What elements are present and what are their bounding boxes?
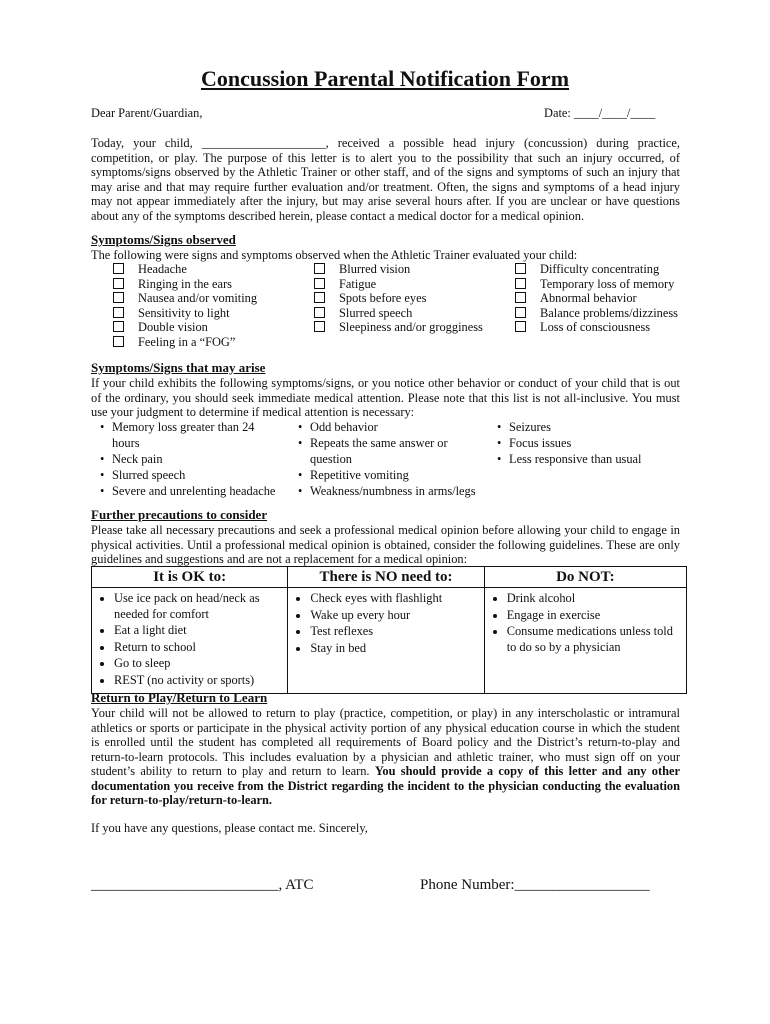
do-not-header: Do NOT:	[484, 567, 686, 588]
symptom-label: Repeats the same answer or question	[310, 436, 448, 466]
no-need-item: • Wake up every hour	[310, 608, 479, 624]
symptom-checkbox-item[interactable]	[515, 306, 690, 321]
checkbox-icon[interactable]	[113, 307, 124, 318]
symptom-label: Feeling in a “FOG”	[138, 334, 236, 349]
no-need-item: • Test reflexes	[310, 624, 479, 640]
bullet-icon: •	[298, 484, 303, 498]
symptom-bullet-item	[298, 435, 488, 467]
signature-line[interactable]: _________________________, ATC	[91, 877, 314, 893]
symptom-checkbox-item[interactable]	[113, 306, 288, 321]
symptom-checkbox-item[interactable]	[314, 262, 489, 277]
may-arise-intro: If your child exhibits the following symptoms/signs, or you notice other behavior or conduct of your child that is out of the ordinary, you should seek immediate medical attention. Please note that this list is not all-inclusive. You must use your judgment to determine if medical attention is necessary:	[91, 376, 680, 419]
no-need-header: There is NO need to:	[288, 567, 484, 588]
ok-item: • Go to sleep	[114, 656, 283, 672]
symptom-checkbox-item[interactable]	[515, 291, 690, 306]
closing-line: If you have any questions, please contact me. Sincerely,	[91, 821, 368, 835]
checkbox-icon[interactable]	[314, 292, 325, 303]
return-heading: Return to Play/Return to Learn	[91, 690, 268, 705]
return-body: Your child will not be allowed to return to play (practice, competition, or play) in any interscholastic or intramural athletics or sports or participate in the physical activity portion of any physical education course in which the student is enrolled until the student has completed all requirements of Board policy and the District’s return-to-play and return-to-learn protocols. This includes evaluation by a physician and athletic trainer, who must sign off on your student’s ability to return to play and return to learn.	[91, 706, 680, 778]
checkbox-icon[interactable]	[515, 263, 526, 274]
checkbox-icon[interactable]	[515, 278, 526, 289]
return-body-bold: You should provide a copy of this letter and any other documentation you receive from the District regarding the incident to the physician conducting the evaluation for return-to-play/return-to-learn.	[91, 764, 680, 807]
symptom-checkbox-item[interactable]	[314, 277, 489, 292]
bullet-icon: •	[298, 436, 303, 450]
symptom-label: Memory loss greater than 24 hours	[112, 420, 255, 450]
symptom-bullet-item	[298, 419, 488, 435]
checkbox-icon[interactable]	[314, 307, 325, 318]
ok-item: • REST (no activity or sports)	[114, 673, 283, 689]
no-need-item: • Check eyes with flashlight	[310, 591, 479, 607]
checkbox-icon[interactable]	[113, 278, 124, 289]
checkbox-icon[interactable]	[314, 263, 325, 274]
do-not-list	[489, 591, 682, 655]
symptom-bullet-item	[100, 483, 285, 499]
symptom-label: Spots before eyes	[339, 291, 427, 305]
ok-item: • Use ice pack on head/neck as needed for comfort	[114, 591, 283, 622]
symptom-label: Weakness/numbness in arms/legs	[310, 484, 476, 498]
guidelines-table	[91, 566, 687, 694]
observed-heading: Symptoms/Signs observed	[91, 232, 236, 247]
checkbox-icon[interactable]	[113, 263, 124, 274]
symptom-label: Repetitive vomiting	[310, 468, 409, 482]
symptom-label: Nausea and/or vomiting	[138, 291, 258, 305]
symptom-bullet-item	[497, 435, 677, 451]
checkbox-icon[interactable]	[113, 336, 124, 347]
ok-list	[96, 591, 283, 688]
checkbox-icon[interactable]	[314, 278, 325, 289]
do-not-cell	[484, 588, 686, 694]
precautions-heading: Further precautions to consider	[91, 507, 268, 522]
return-paragraph	[91, 706, 680, 808]
form-title: Concussion Parental Notification Form	[200, 66, 570, 91]
phone-number-line[interactable]: Phone Number:__________________	[420, 877, 650, 893]
no-need-item: • Stay in bed	[310, 641, 479, 657]
symptom-label: Seizures	[509, 420, 551, 434]
symptom-checkbox-item[interactable]	[314, 306, 489, 321]
symptom-label: Ringing in the ears	[138, 276, 232, 291]
no-need-cell	[288, 588, 484, 694]
checkbox-icon[interactable]	[113, 321, 124, 332]
checkbox-icon[interactable]	[314, 321, 325, 332]
date-field[interactable]: Date: ____/____/____	[544, 106, 656, 120]
symptom-label: Headache	[138, 262, 187, 276]
bullet-icon: •	[497, 436, 502, 450]
bullet-icon: •	[298, 468, 303, 482]
symptom-bullet-item	[497, 419, 677, 435]
symptom-checkbox-item[interactable]	[113, 262, 288, 277]
observed-intro: The following were signs and symptoms observed when the Athletic Trainer evaluated your child:	[91, 248, 578, 262]
symptom-bullet-item	[298, 467, 488, 483]
symptom-label: Slurred speech	[112, 468, 186, 482]
checkbox-icon[interactable]	[515, 307, 526, 318]
precautions-intro: Please take all necessary precautions and seek a professional medical opinion before allowing your child to engage in physical activities. Until a professional medical opinion is obtained, consider the following guidelines. These are only guidelines and suggestions and are not a replacement for a medical opinion:	[91, 523, 680, 566]
symptom-checkbox-item[interactable]	[314, 291, 489, 306]
do-not-item: • Drink alcohol	[507, 591, 682, 607]
symptom-label: Slurred speech	[339, 305, 413, 320]
symptom-label: Balance problems/dizziness	[540, 305, 678, 320]
ok-item: • Eat a light diet	[114, 623, 283, 639]
symptom-label: Loss of consciousness	[540, 320, 651, 334]
symptom-checkbox-item[interactable]	[314, 320, 489, 335]
symptom-bullet-item	[497, 451, 677, 467]
bullet-icon: •	[497, 420, 502, 434]
symptom-label: Neck pain	[112, 452, 163, 466]
symptom-label: Abnormal behavior	[540, 291, 637, 305]
symptom-label: Temporary loss of memory	[540, 276, 675, 291]
symptom-label: Difficulty concentrating	[540, 262, 660, 276]
checkbox-icon[interactable]	[113, 292, 124, 303]
bullet-icon: •	[100, 452, 105, 466]
ok-item: • Return to school	[114, 640, 283, 656]
symptom-checkbox-item[interactable]	[113, 291, 288, 306]
symptom-bullet-item	[100, 467, 285, 483]
checkbox-icon[interactable]	[515, 321, 526, 332]
symptom-label: Sleepiness and/or grogginess	[339, 320, 483, 334]
symptom-checkbox-item[interactable]	[113, 277, 288, 292]
symptom-label: Sensitivity to light	[138, 305, 230, 320]
symptom-label: Double vision	[138, 320, 208, 334]
bullet-icon: •	[100, 420, 105, 434]
checkbox-icon[interactable]	[515, 292, 526, 303]
symptom-checkbox-item[interactable]	[515, 277, 690, 292]
symptom-checkbox-item[interactable]	[113, 335, 288, 350]
symptom-label: Fatigue	[339, 276, 377, 291]
ok-header: It is OK to:	[92, 567, 288, 588]
intro-paragraph: Today, your child, ____________________, received a possible head injury (concussion) during practice, competition, or play. The purpose of this letter is to alert you to the possibility that such an injury occurred, of symptoms/signs observed by the Athletic Trainer or other staff, and of the signs and symptoms of such an injury that may arise and that may require further evaluation and/or treatment. Often, the signs and symptoms of a head injury may not appear immediately after the injury, but may arise several hours after. If you are unclear or have questions about any of the symptoms described herein, please contact a medical doctor for a medical opinion.	[91, 136, 680, 223]
bullet-icon: •	[100, 468, 105, 482]
symptom-label: Less responsive than usual	[509, 452, 642, 466]
ok-cell	[92, 588, 288, 694]
symptom-checkbox-item[interactable]	[113, 320, 288, 335]
symptom-label: Blurred vision	[339, 262, 411, 276]
bullet-icon: •	[100, 484, 105, 498]
symptom-checkbox-item[interactable]	[515, 262, 690, 277]
symptom-bullet-item	[100, 451, 285, 467]
greeting: Dear Parent/Guardian,	[91, 106, 203, 120]
symptom-label: Focus issues	[509, 436, 572, 450]
do-not-item: • Consume medications unless told to do so by a physician	[507, 624, 682, 655]
bullet-icon: •	[298, 420, 303, 434]
symptom-label: Odd behavior	[310, 420, 378, 434]
bullet-icon: •	[497, 452, 502, 466]
may-arise-heading: Symptoms/Signs that may arise	[91, 360, 266, 375]
no-need-list	[292, 591, 479, 656]
symptom-checkbox-item[interactable]	[515, 320, 690, 335]
do-not-item: • Engage in exercise	[507, 608, 682, 624]
symptom-bullet-item	[100, 419, 285, 451]
symptom-label: Severe and unrelenting headache	[112, 484, 276, 498]
symptom-bullet-item	[298, 483, 488, 499]
